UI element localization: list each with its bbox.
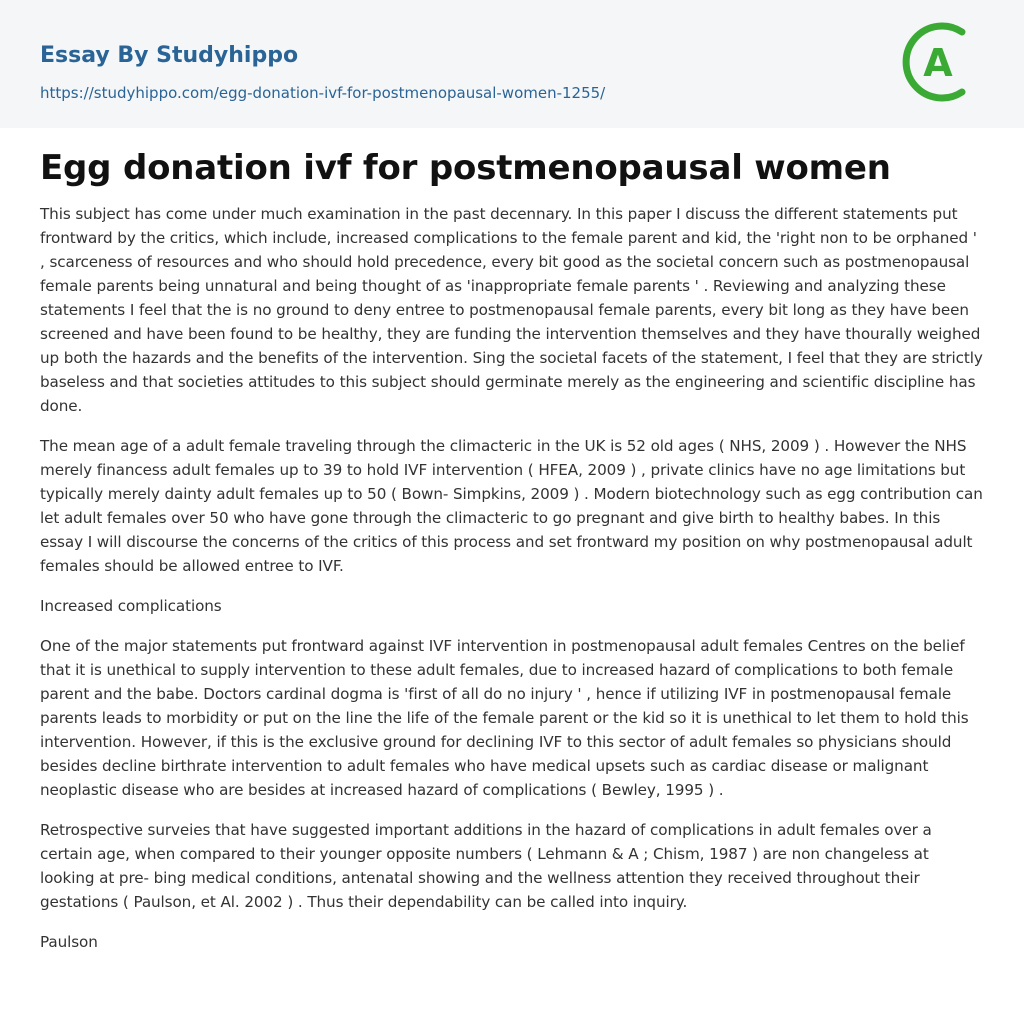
logo-letter: A — [923, 41, 953, 85]
site-header — [0, 0, 1024, 128]
section-heading: Paulson — [40, 933, 98, 951]
paragraph: Retrospective surveies that have suggested important additions in the hazard of complications in adult females over a certain age, when compared to their younger opposite numbers ( Lehmann & A ; Chism, 1987 ) are non changeless at looking at pre- bing medical conditions, antenatal showing and the wellness attention they received throughout their gestations ( Paulson, et Al. 2002 ) . Thus their dependability can be called into inquiry. — [40, 821, 932, 911]
article-title: Egg donation ivf for postmenopausal women — [40, 148, 891, 188]
section-heading: Increased complications — [40, 597, 222, 615]
paragraph: The mean age of a adult female traveling through the climacteric in the UK is 52 old ages ( NHS, 2009 ) . However the NHS merely financess adult females up to 39 to hold IVF intervention ( HFEA, 2009 ) , private clinics have no age limitations but typically merely dainty adult females up to 50 ( Bown- Simpkins, 2009 ) . Modern biotechnology such as egg contribution can let adult females over 50 who have gone through the climacteric to go pregnant and give birth to healthy babes. In this essay I will discourse the concerns of the critics of this process and set frontward my position on why postmenopausal adult females should be allowed entree to IVF. — [40, 437, 983, 575]
studyhippo-logo-icon[interactable] — [900, 20, 984, 104]
article-url-link[interactable]: https://studyhippo.com/egg-donation-ivf-for-postmenopausal-women-1255/ — [40, 84, 606, 102]
paragraph: This subject has come under much examination in the past decennary. In this paper I discuss the different statements put frontward by the critics, which include, increased complications to the female parent and kid, the 'right non to be orphaned ' , scarceness of resources and who should hold precedence, every bit good as the societal concern such as postmenopausal female parents being unnatural and being thought of as 'inappropriate female parents ' . Reviewing and analyzing these statements I feel that the is no ground to deny entree to postmenopausal female parents, every bit long as they have been screened and have been found to be healthy, they are funding the intervention themselves and they have thourally weighed up both the hazards and the benefits of the intervention. Sing the societal facets of the statement, I feel that they are strictly baseless and that societies attitudes to this subject should germinate merely as the engineering and scientific discipline has done. — [40, 205, 983, 415]
article-content — [0, 128, 1024, 954]
paragraph: One of the major statements put frontward against IVF intervention in postmenopausal adult females Centres on the belief that it is unethical to supply intervention to these adult females, due to increased hazard of complications to both female parent and the babe. Doctors cardinal dogma is 'first of all do no injury ' , hence if utilizing IVF in postmenopausal female parents leads to morbidity or put on the line the life of the female parent or the kid so it is unethical to let them to hold this intervention. However, if this is the exclusive ground for declining IVF to this sector of adult females so physicians should besides decline birthrate intervention to adult females who have medical upsets such as cardiac disease or malignant neoplastic disease who are besides at increased hazard of complications ( Bewley, 1995 ) . — [40, 637, 969, 799]
site-brand[interactable]: Essay By Studyhippo — [40, 43, 299, 68]
